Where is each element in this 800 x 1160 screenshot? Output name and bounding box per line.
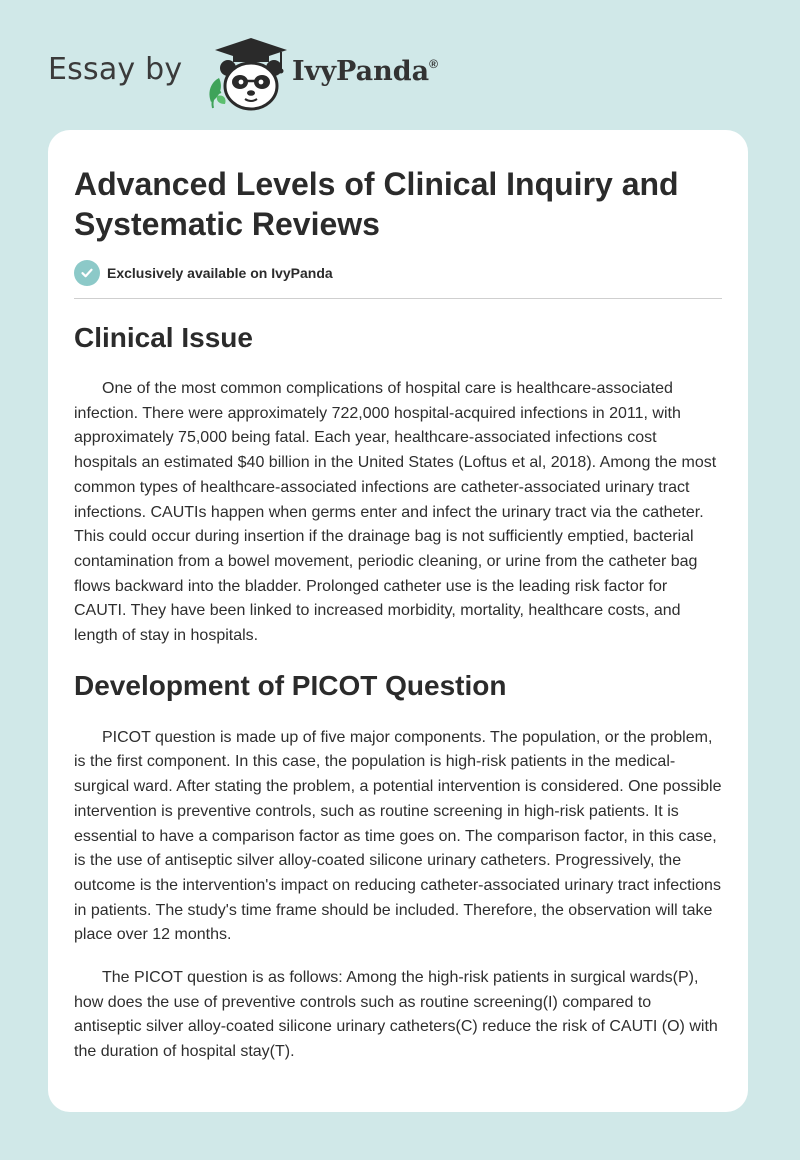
essay-by-label: Essay by — [48, 52, 183, 87]
registered-mark: ® — [429, 57, 438, 71]
exclusive-label: Exclusively available on IvyPanda — [107, 265, 333, 281]
exclusive-badge — [74, 260, 722, 286]
essay-card — [48, 130, 748, 1112]
paragraph: One of the most common complications of hospital care is healthcare-associated infection. There were approximately 722,000 hospital-acquired infections in 2011, with approximately 75,000 being fatal. Each year, healthcare-associated infections cost hospitals an estimated $40 billion in the United States (Loftus et al, 2018). Among the most common types of healthcare-associated infections are catheter-associated urinary tract infections. CAUTIs happen when germs enter and infect the urinary tract via the catheter. This could occur during insertion if the drainage bag is not sufficiently emptied, bacterial contamination from a bowel movement, periodic cleaning, or urine from the catheter bag flows backward into the bladder. Prolonged catheter use is the leading risk factor for CAUTI. They have been linked to increased morbidity, mortality, healthcare costs, and length of stay in hospitals. — [74, 380, 717, 645]
brand-name-text: IvyPanda — [292, 56, 430, 87]
page-title: Advanced Levels of Clinical Inquiry and Systematic Reviews — [74, 166, 679, 242]
paragraph: PICOT question is made up of five major components. The population, or the problem, is the first component. In this case, the population is high-risk patients in the medical-surgical ward. After stating the problem, a potential intervention is considered. One possible intervention is preventive controls, such as routine screening in high-risk patients. It is essential to have a comparison factor as time goes on. The comparison factor, in this case, is the use of antiseptic silver alloy-coated silicone urinary catheters. Progressively, the outcome is the intervention's impact on reducing catheter-associated urinary tract infections in patients. The study's time frame should be included. Therefore, the observation will take place over 12 months. — [74, 728, 722, 944]
check-icon — [74, 260, 100, 286]
paragraph: The PICOT question is as follows: Among the high-risk patients in surgical wards(P), how does the use of preventive controls such as routine screening(I) compared to antiseptic silver alloy-coated silicone urinary catheters(C) reduce the risk of CAUTI (O) with the duration of hospital stay(T). — [74, 969, 718, 1061]
section-heading: Development of PICOT Question — [74, 669, 507, 701]
section-heading: Clinical Issue — [74, 322, 253, 353]
panda-graduate-icon[interactable] — [201, 36, 291, 112]
brand-name[interactable] — [292, 56, 438, 87]
site-header — [48, 30, 548, 110]
divider — [74, 298, 722, 299]
